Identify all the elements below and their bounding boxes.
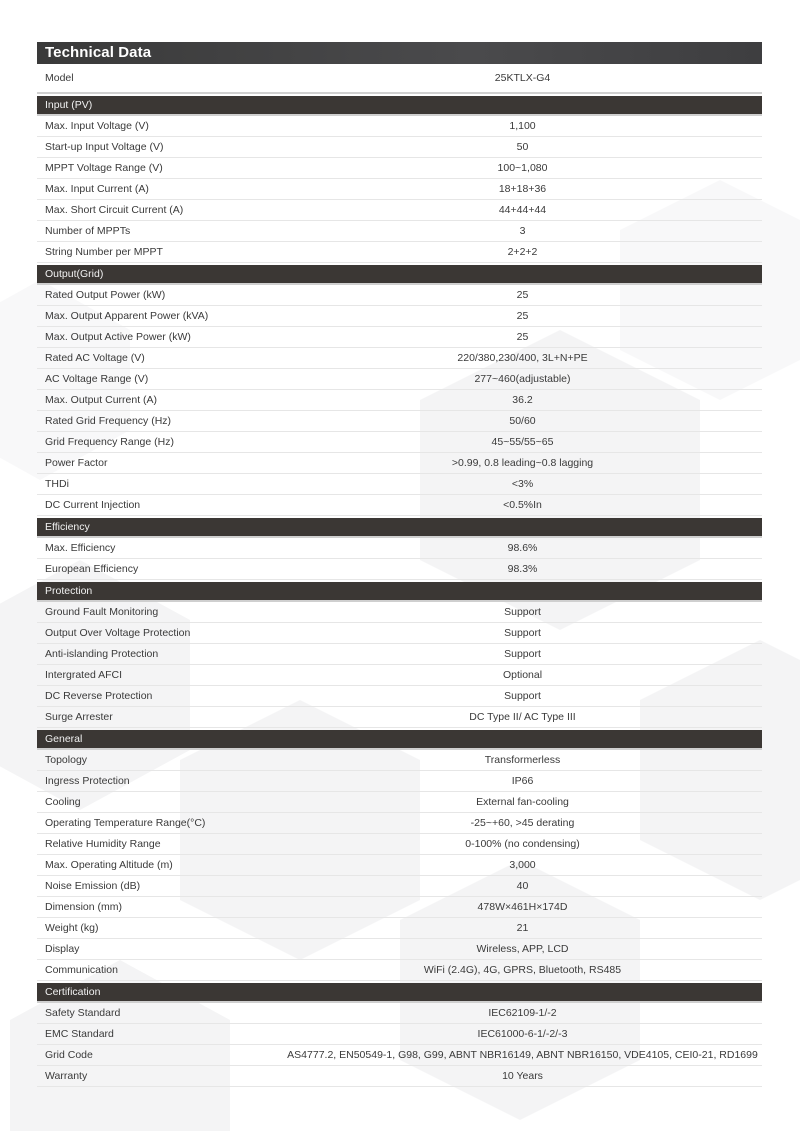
row-label: Rated Output Power (kW) (45, 289, 166, 301)
row-value: 25 (516, 331, 529, 343)
table-row (37, 306, 762, 327)
row-label: Max. Efficiency (45, 542, 116, 554)
row-value: 25 (516, 289, 529, 301)
table-row (37, 665, 762, 686)
table-row (37, 1003, 762, 1024)
row-label: Rated Grid Frequency (Hz) (45, 415, 172, 427)
row-value: 98.3% (507, 563, 538, 575)
table-row (37, 918, 762, 939)
table-row (37, 707, 762, 728)
row-label: DC Current Injection (45, 499, 141, 511)
row-value: 277~460(adjustable) (474, 373, 571, 385)
row-label: Anti-islanding Protection (45, 648, 159, 660)
row-label: Max. Input Current (A) (45, 183, 149, 195)
table-row (37, 855, 762, 876)
row-label: Max. Output Apparent Power (kVA) (45, 310, 209, 322)
row-value: 10 Years (502, 1070, 543, 1082)
table-row (37, 876, 762, 897)
row-value: 44+44+44 (498, 204, 547, 216)
table-row (37, 623, 762, 644)
row-label: Max. Operating Altitude (m) (45, 859, 173, 871)
table-row (37, 179, 762, 200)
section-header: Protection (37, 582, 762, 602)
row-value: Optional (502, 669, 543, 681)
row-value: 3 (519, 225, 526, 237)
row-value: Wireless, APP, LCD (476, 943, 569, 955)
row-label: THDi (45, 478, 69, 490)
table-row (37, 221, 762, 242)
row-label: Rated AC Voltage (V) (45, 352, 145, 364)
table-row (37, 771, 762, 792)
spec-sections (37, 96, 762, 1087)
row-value: 3,000 (509, 859, 536, 871)
row-value: WiFi (2.4G), 4G, GPRS, Bluetooth, RS485 (423, 964, 622, 976)
table-row (37, 411, 762, 432)
row-label: European Efficiency (45, 563, 139, 575)
table-row (37, 285, 762, 306)
row-label: DC Reverse Protection (45, 690, 153, 702)
table-row (37, 348, 762, 369)
row-label: String Number per MPPT (45, 246, 163, 258)
row-value: 36.2 (512, 394, 533, 406)
row-value: <3% (511, 478, 534, 490)
row-value: 50/60 (509, 415, 536, 427)
row-label: MPPT Voltage Range (V) (45, 162, 163, 174)
row-label: Surge Arrester (45, 711, 113, 723)
row-label: Grid Code (45, 1049, 93, 1061)
table-row (37, 1045, 762, 1066)
row-label: Max. Output Active Power (kW) (45, 331, 191, 343)
row-label: Noise Emission (dB) (45, 880, 141, 892)
row-value: Transformerless (484, 754, 561, 766)
table-row (37, 1066, 762, 1087)
section-header: General (37, 730, 762, 750)
row-label: Operating Temperature Range(°C) (45, 817, 206, 829)
row-label: Relative Humidity Range (45, 838, 161, 850)
table-row (37, 792, 762, 813)
row-label: Dimension (mm) (45, 901, 123, 913)
row-value: Support (504, 648, 541, 660)
row-label: Warranty (45, 1070, 88, 1082)
table-row (37, 750, 762, 771)
row-value: IP66 (511, 775, 534, 787)
row-value: IEC61000-6-1/-2/-3 (477, 1028, 568, 1040)
row-value: 25 (516, 310, 529, 322)
row-value: 0-100% (no condensing) (465, 838, 580, 850)
row-label: Intergrated AFCI (45, 669, 123, 681)
row-label: Ingress Protection (45, 775, 130, 787)
table-row (37, 1024, 762, 1045)
model-row (37, 64, 762, 94)
row-label: Max. Input Voltage (V) (45, 120, 149, 132)
row-label: Ground Fault Monitoring (45, 606, 159, 618)
table-row (37, 158, 762, 179)
table-row (37, 644, 762, 665)
row-value: 98.6% (507, 542, 538, 554)
table-row (37, 834, 762, 855)
row-value: 100~1,080 (497, 162, 548, 174)
table-row (37, 474, 762, 495)
table-row (37, 960, 762, 981)
table-row (37, 453, 762, 474)
table-row (37, 538, 762, 559)
row-value: -25~+60, >45 derating (470, 817, 575, 829)
row-value: 40 (516, 880, 529, 892)
page-title: Technical Data (37, 42, 762, 64)
row-label: Max. Short Circuit Current (A) (45, 204, 184, 216)
row-label: Start-up Input Voltage (V) (45, 141, 164, 153)
row-value: 21 (516, 922, 529, 934)
row-label: EMC Standard (45, 1028, 114, 1040)
table-row (37, 813, 762, 834)
row-value: Support (504, 690, 541, 702)
section-header: Efficiency (37, 518, 762, 538)
row-label: Communication (45, 964, 118, 976)
row-value: AS4777.2, EN50549-1, G98, G99, ABNT NBR16149, ABNT NBR16150, VDE4105, CEI0-21, RD1699 (287, 1049, 758, 1061)
row-label: Number of MPPTs (45, 225, 131, 237)
table-row (37, 200, 762, 221)
table-row (37, 137, 762, 158)
row-label: AC Voltage Range (V) (45, 373, 149, 385)
table-row (37, 559, 762, 580)
row-value: IEC62109-1/-2 (488, 1007, 557, 1019)
table-row (37, 602, 762, 623)
section-header: Input (PV) (37, 96, 762, 116)
row-label: Safety Standard (45, 1007, 121, 1019)
row-label: Topology (45, 754, 88, 766)
row-value: 1,100 (509, 120, 536, 132)
table-row (37, 939, 762, 960)
section-header: Certification (37, 983, 762, 1003)
row-value: 45~55/55~65 (491, 436, 554, 448)
row-value: Support (504, 627, 541, 639)
row-value: 25KTLX-G4 (494, 72, 551, 84)
row-label: Output Over Voltage Protection (45, 627, 191, 639)
row-value: <0.5%In (503, 499, 542, 511)
table-row (37, 327, 762, 348)
table-row (37, 390, 762, 411)
row-value: 478W×461H×174D (477, 901, 568, 913)
row-label: Model (45, 72, 74, 84)
table-row (37, 242, 762, 263)
row-value: Support (504, 606, 541, 618)
table-row (37, 897, 762, 918)
table-row (37, 495, 762, 516)
row-value: >0.99, 0.8 leading~0.8 lagging (451, 457, 594, 469)
row-label: Weight (kg) (45, 922, 99, 934)
row-value: External fan-cooling (476, 796, 569, 808)
row-label: Max. Output Current (A) (45, 394, 158, 406)
table-row (37, 116, 762, 137)
row-value: 18+18+36 (498, 183, 547, 195)
technical-data-table (37, 42, 762, 1087)
table-row (37, 432, 762, 453)
section-header: Output(Grid) (37, 265, 762, 285)
row-value: 2+2+2 (507, 246, 538, 258)
table-row (37, 686, 762, 707)
table-row (37, 369, 762, 390)
row-label: Display (45, 943, 80, 955)
row-label: Cooling (45, 796, 81, 808)
row-value: 220/380,230/400, 3L+N+PE (457, 352, 588, 364)
row-value: 50 (516, 141, 529, 153)
row-label: Grid Frequency Range (Hz) (45, 436, 174, 448)
row-value: DC Type II/ AC Type III (469, 711, 576, 723)
row-label: Power Factor (45, 457, 108, 469)
